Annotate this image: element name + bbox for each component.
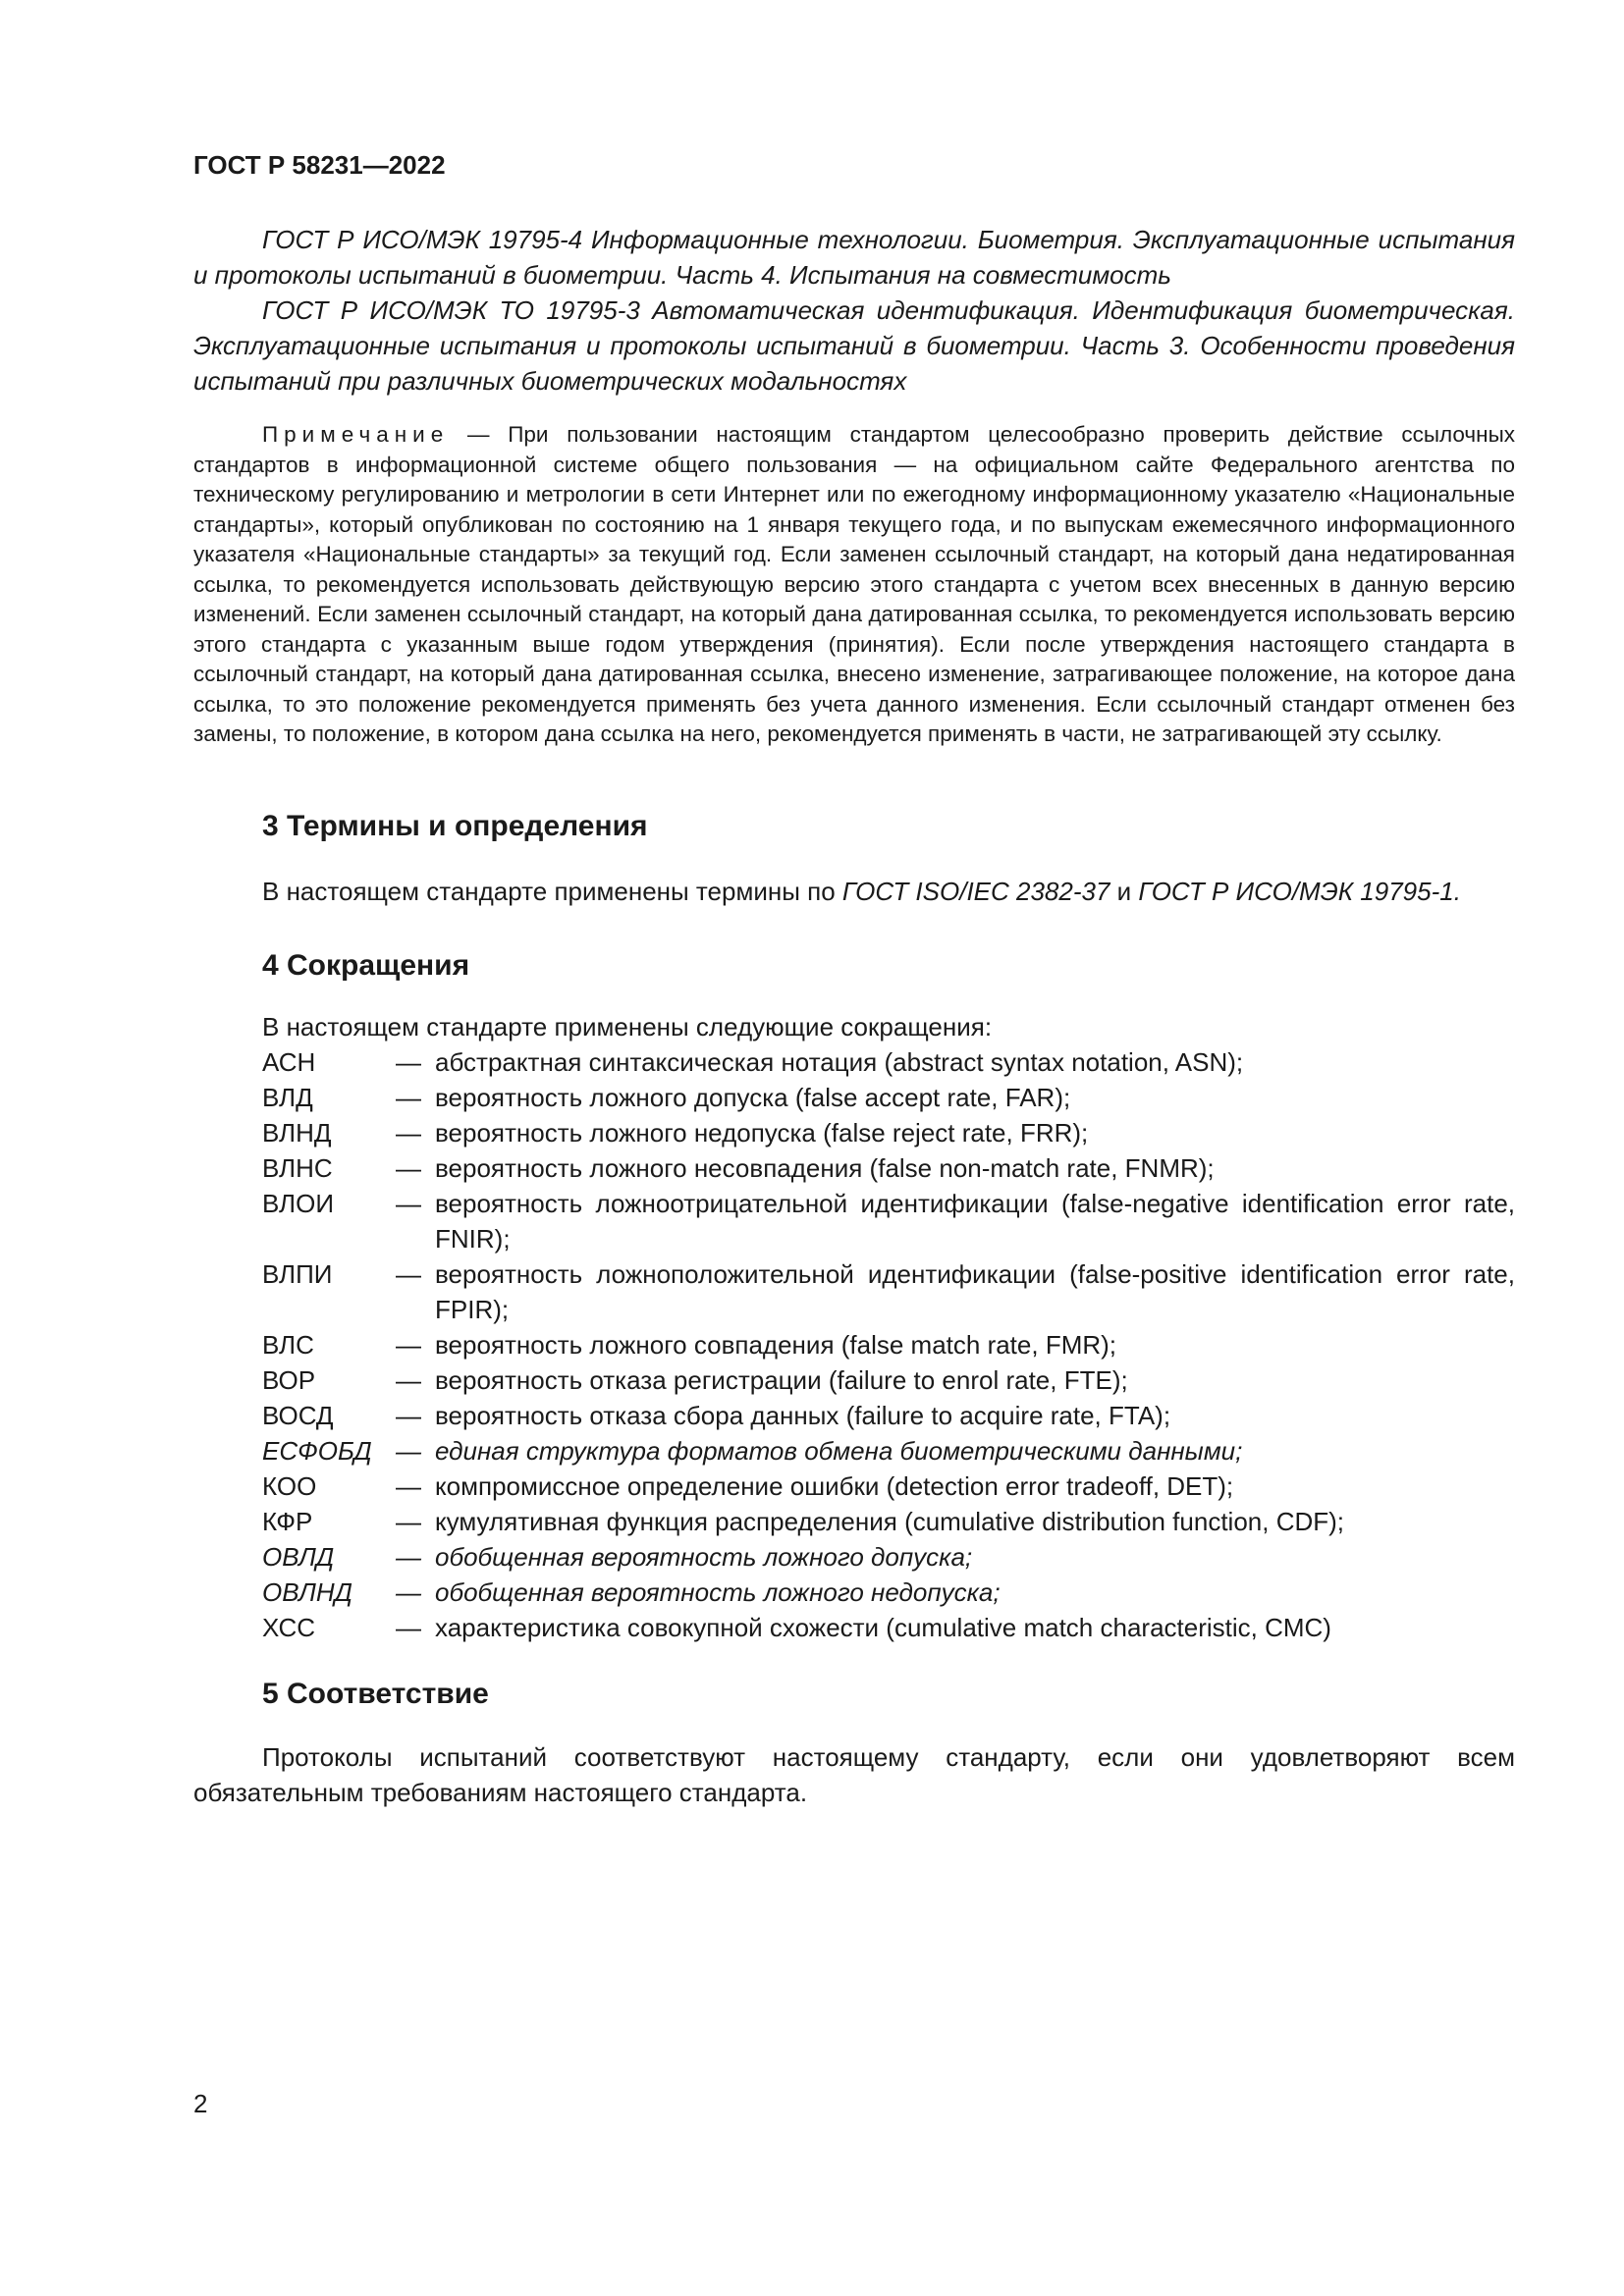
document-id: ГОСТ Р 58231—2022 <box>193 150 446 180</box>
abbreviation-term: АСН <box>262 1046 316 1077</box>
abbreviation-item <box>262 1468 1515 1504</box>
abbreviation-dash: — <box>396 1329 421 1360</box>
abbreviation-definition: вероятность ложного несовпадения (false non-match rate, FNMR); <box>435 1152 1215 1183</box>
abbreviation-item <box>262 1575 1515 1610</box>
section-5-heading: 5 Соответствие <box>262 1677 489 1710</box>
abbreviation-term: КОО <box>262 1470 317 1501</box>
abbreviation-term: ВЛНС <box>262 1152 333 1183</box>
abbreviation-definition: вероятность отказа регистрации (failure to enrol rate, FTE); <box>435 1364 1128 1395</box>
section-3-heading: 3 Термины и определения <box>262 809 648 842</box>
abbreviation-dash: — <box>396 1152 421 1183</box>
abbreviation-term: ХСС <box>262 1612 316 1642</box>
abbreviation-item <box>262 1186 1515 1256</box>
abbreviation-dash: — <box>396 1612 421 1642</box>
section-3-text <box>262 874 1515 909</box>
abbreviation-definition: абстрактная синтаксическая нотация (abstract syntax notation, ASN); <box>435 1046 1244 1077</box>
abbreviation-item <box>262 1044 1515 1080</box>
abbreviation-term: ЕСФОБД <box>262 1435 372 1466</box>
abbreviation-dash: — <box>396 1576 421 1607</box>
abbreviation-dash: — <box>396 1188 421 1218</box>
abbreviation-definition: вероятность ложного совпадения (false match rate, FMR); <box>435 1329 1117 1360</box>
abbreviation-term: ВЛПИ <box>262 1258 333 1289</box>
document-page <box>193 147 1515 1810</box>
abbreviation-item <box>262 1433 1515 1468</box>
section-3-text-before: В настоящем стандарте применены термины по <box>262 876 842 906</box>
reference-19795-3: ГОСТ Р ИСО/МЭК ТО 19795-3 Автоматическая идентификация. Идентификация биометрическая. Эксплуатационные испытания и протоколы испытаний в биометрии. Часть 3. Особенности проведения испытаний при различных биометрических модальностях <box>193 295 1515 396</box>
abbreviation-dash: — <box>396 1046 421 1077</box>
abbreviation-item <box>262 1610 1515 1645</box>
abbreviation-item <box>262 1362 1515 1398</box>
abbreviation-definition: вероятность ложного недопуска (false reject rate, FRR); <box>435 1117 1089 1148</box>
abbreviation-dash: — <box>396 1541 421 1572</box>
abbreviation-dash: — <box>396 1364 421 1395</box>
abbreviation-item <box>262 1327 1515 1362</box>
reference-19795-4: ГОСТ Р ИСО/МЭК 19795-4 Информационные технологии. Биометрия. Эксплуатационные испытания и протоколы испытаний в биометрии. Часть 4. Испытания на совместимость <box>193 225 1515 290</box>
abbreviation-dash: — <box>396 1082 421 1112</box>
section-3-ref-iso-2382: ГОСТ ISO/IEC 2382-37 <box>841 876 1110 906</box>
abbreviation-definition: вероятность ложноположительной идентификации (false-positive identification error rate, FPIR); <box>435 1258 1515 1324</box>
abbreviation-list <box>262 1044 1515 1645</box>
abbreviation-dash: — <box>396 1506 421 1536</box>
abbreviation-item <box>262 1115 1515 1150</box>
abbreviation-term: ВЛД <box>262 1082 313 1112</box>
abbreviation-dash: — <box>396 1400 421 1430</box>
abbreviation-item <box>262 1504 1515 1539</box>
abbreviation-dash: — <box>396 1117 421 1148</box>
abbreviation-term: ВЛНД <box>262 1117 332 1148</box>
note-text: — При пользовании настоящим стандартом целесообразно проверить действие ссылочных стандартов в информационной системе общего пользования — на официальном сайте Федерального агентства по техническому регулированию и метрологии в сети Интернет или по ежегодному информационному указателю «Национальные стандарты», который опубликован по состоянию на 1 января текущего года, и по выпускам ежемесячного информационного указателя «Национальные стандарты» за текущий год. Если заменен ссылочный стандарт, на который дана недатированная ссылка, то рекомендуется использовать действующую версию этого стандарта с учетом всех внесенных в данную версию изменений. Если заменен ссылочный стандарт, на который дана датированная ссылка, то рекомендуется использовать версию этого стандарта с указанным выше годом утверждения (принятия). Если после утверждения настоящего стандарта в ссылочный стандарт, на который дана датированная ссылка, внесено изменение, затрагивающее положение, на которое дана ссылка, то это положение рекомендуется применять без учета данного изменения. Если ссылочный стандарт отменен без замены, то положение, в котором дана ссылка на него, рекомендуется применять в части, не затрагивающей эту ссылку. <box>193 422 1515 746</box>
section-4-heading: 4 Сокращения <box>262 948 470 982</box>
section-3-ref-19795-1: ГОСТ Р ИСО/МЭК 19795-1. <box>1138 876 1461 906</box>
abbreviation-item <box>262 1398 1515 1433</box>
abbreviation-definition: характеристика совокупной схожести (cumulative match characteristic, CMC) <box>435 1612 1331 1642</box>
section-3-text-mid: и <box>1110 876 1139 906</box>
abbreviation-dash: — <box>396 1470 421 1501</box>
abbreviation-definition: вероятность ложного допуска (false accept rate, FAR); <box>435 1082 1071 1112</box>
section-5-text: Протоколы испытаний соответствуют настоящему стандарту, если они удовлетворяют всем обязательным требованиям настоящего стандарта. <box>193 1741 1515 1807</box>
abbreviation-definition: компромиссное определение ошибки (detection error tradeoff, DET); <box>435 1470 1234 1501</box>
abbreviation-term: КФР <box>262 1506 313 1536</box>
abbreviation-definition: обобщенная вероятность ложного допуска; <box>435 1541 973 1572</box>
abbreviation-item <box>262 1256 1515 1327</box>
abbreviation-term: ВЛОИ <box>262 1188 335 1218</box>
abbreviation-dash: — <box>396 1258 421 1289</box>
page-number: 2 <box>193 2089 208 2118</box>
abbreviation-item <box>262 1539 1515 1575</box>
abbreviation-item <box>262 1150 1515 1186</box>
abbreviation-term: ВОСД <box>262 1400 334 1430</box>
abbreviation-term: ОВЛД <box>262 1541 335 1572</box>
abbreviation-definition: обобщенная вероятность ложного недопуска; <box>435 1576 1001 1607</box>
note-paragraph <box>193 420 1515 750</box>
abbreviation-definition: вероятность отказа сбора данных (failure to acquire rate, FTA); <box>435 1400 1171 1430</box>
abbreviation-dash: — <box>396 1435 421 1466</box>
abbreviation-item <box>262 1080 1515 1115</box>
abbreviation-term: ОВЛНД <box>262 1576 352 1607</box>
abbreviation-term: ВЛС <box>262 1329 314 1360</box>
section-4-intro: В настоящем стандарте применены следующие сокращения: <box>262 1011 993 1041</box>
abbreviation-definition: единая структура форматов обмена биометрическими данными; <box>435 1435 1243 1466</box>
abbreviation-term: ВОР <box>262 1364 316 1395</box>
abbreviation-definition: кумулятивная функция распределения (cumulative distribution function, CDF); <box>435 1506 1345 1536</box>
note-label: Примечание <box>262 422 450 447</box>
abbreviation-definition: вероятность ложноотрицательной идентификации (false-negative identification error rate, FNIR); <box>435 1188 1515 1254</box>
